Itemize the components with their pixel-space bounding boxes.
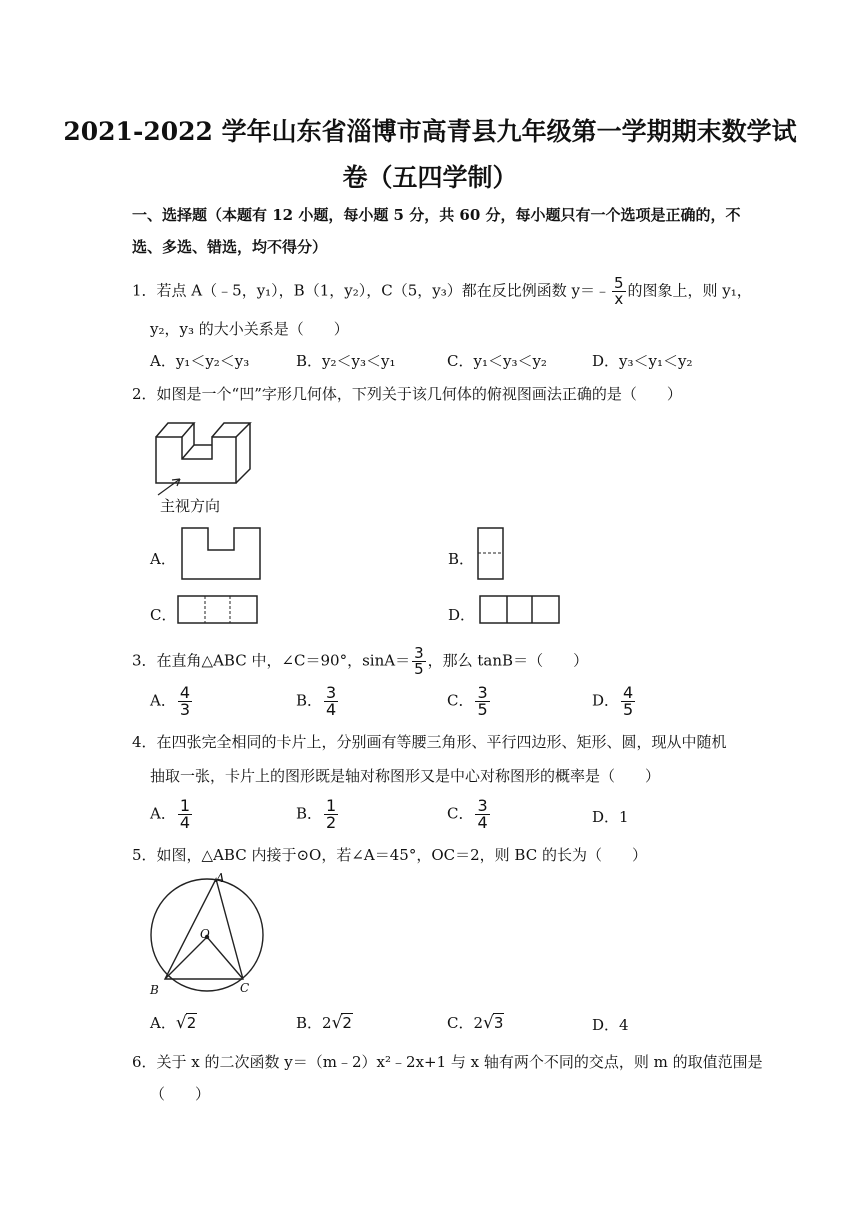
- q1-option-c: C．y₁＜y₃＜y₂: [447, 352, 547, 370]
- q1-fraction: $\frac{5}{x}$: [613, 274, 624, 308]
- page-title-cont: 卷（五四学制）: [342, 163, 518, 192]
- q2-option-d-label: D．: [448, 606, 476, 624]
- q3-stem: 3．在直角△ABC 中，∠C＝90°，sinA＝ $\frac{3}{5}$ ，那么 tanB＝（ ）: [132, 644, 589, 678]
- q3-option-c: C． $\frac{3}{5}$: [447, 683, 488, 719]
- q5-option-b: B．2√2: [296, 1013, 352, 1033]
- q2-option-a-figure: [180, 526, 264, 582]
- q1-option-b: B．y₂＜y₃＜y₁: [296, 352, 396, 370]
- q2-option-c-figure: [176, 594, 260, 626]
- q3-option-d: D． $\frac{4}{5}$: [592, 683, 634, 719]
- q4-option-b: B． $\frac{1}{2}$: [296, 796, 337, 832]
- page-title: 2021-2022 学年山东省淄博市高青县九年级第一学期期末数学试: [63, 117, 797, 146]
- q4-option-a: A． $\frac{1}{4}$: [150, 796, 191, 832]
- q2-view-caption: 主视方向: [160, 497, 221, 515]
- q2-option-c-label: C．: [150, 606, 177, 624]
- q2-option-b-figure: [476, 526, 506, 582]
- q2-stem: 2．如图是一个“凹”字形几何体，下列关于该几何体的俯视图画法正确的是（ ）: [132, 385, 682, 403]
- q5-option-c: C．2√3: [447, 1013, 504, 1033]
- q2-option-b-label: B．: [448, 550, 475, 568]
- q4-stem: 4．在四张完全相同的卡片上，分别画有等腰三角形、平行四边形、矩形、圆，现从中随机: [132, 733, 727, 751]
- q1-stem-cont: y₂，y₃ 的大小关系是（ ）: [150, 320, 349, 338]
- q3-fraction: $\frac{3}{5}$: [414, 644, 424, 678]
- q5-label-b: B: [150, 983, 159, 997]
- q4-option-c: C． $\frac{3}{4}$: [447, 796, 488, 832]
- q1-option-a: A．y₁＜y₂＜y₃: [150, 352, 250, 370]
- q3-option-a: A． $\frac{4}{3}$: [150, 683, 191, 719]
- q5-stem: 5．如图，△ABC 内接于⊙O，若∠A＝45°，OC＝2，则 BC 的长为（ ）: [132, 846, 647, 864]
- q2-option-a-label: A．: [150, 550, 176, 568]
- q1-option-d: D．y₃＜y₁＜y₂: [592, 352, 693, 370]
- q5-label-c: C: [240, 981, 250, 995]
- q3-option-b: B． $\frac{3}{4}$: [296, 683, 337, 719]
- section-header-cont: 选、多选、错选，均不得分）: [132, 238, 328, 256]
- q5-label-a: A: [216, 871, 225, 885]
- q2-option-d-figure: [478, 594, 562, 626]
- q5-option-a: A．√2: [150, 1013, 197, 1033]
- q4-stem-cont: 抽取一张，卡片上的图形既是轴对称图形又是中心对称图形的概率是（ ）: [150, 767, 661, 785]
- q1-stem: 1．若点 A（﹣5，y₁），B（1，y₂），C（5，y₃）都在反比例函数 y＝﹣ $\frac{5}{x}$ 的图象上，则 y₁，: [132, 274, 752, 308]
- q5-circle-figure: [140, 870, 270, 1000]
- q4-option-d: D．1: [592, 808, 629, 826]
- q5-label-o: O: [200, 927, 210, 941]
- q6-stem-cont: （ ）: [150, 1085, 211, 1103]
- q6-stem: 6．关于 x 的二次函数 y＝（m﹣2）x²﹣2x+1 与 x 轴有两个不同的交点，则 m 的取值范围是: [132, 1053, 763, 1071]
- q5-option-d: D．4: [592, 1016, 629, 1034]
- section-header: 一、选择题（本题有 12 小题，每小题 5 分，共 60 分，每小题只有一个选项是正确的，不: [132, 206, 741, 224]
